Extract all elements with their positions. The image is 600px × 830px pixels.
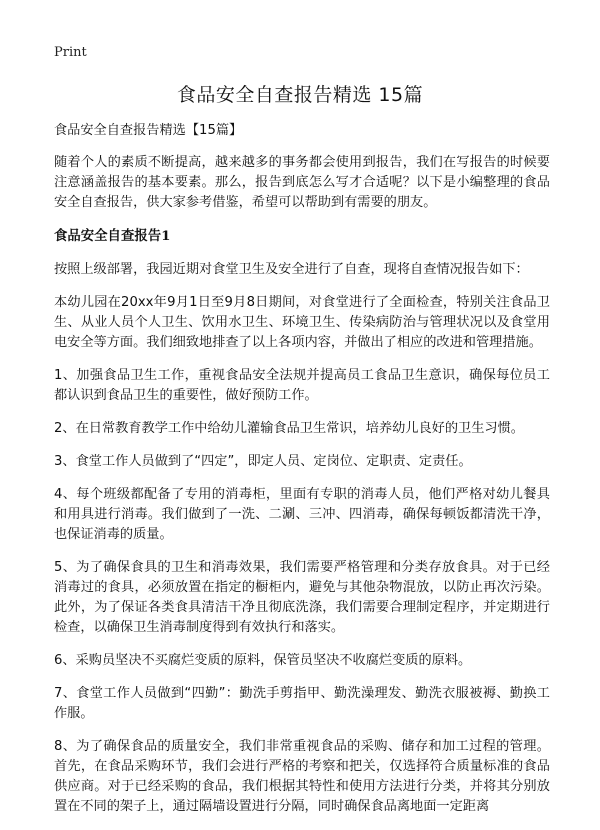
document-subtitle: 食品安全自查报告精选【15篇】 [54,123,243,138]
paragraph: 3、食堂工作人员做到了“四定”，即定人员、定岗位、定职责、定责任。 [54,454,472,469]
document-body [54,121,550,830]
paragraph: 按照上级部署，我园近期对食堂卫生及安全进行了自查，现将自查情况报告如下： [54,262,529,277]
paragraph: 7、食堂工作人员做到“四勤”：勤洗手剪指甲、勤洗澡理发、勤洗衣服被褥、勤换工作服。 [54,686,550,721]
paragraph: 本幼儿园在20xx年9月1日至9月8日期间，对食堂进行了全面检查，特别关注食品卫生、从业人员个人卫生、饮用水卫生、环境卫生、传染病防治与管理状况以及食堂用电安全等方面。我们细致地排查了以上各项内容，并做出了相应的改进和管理措施。 [54,295,550,350]
paragraph: 2、在日常教育教学工作中给幼儿灌输食品卫生常识，培养幼儿良好的卫生习惯。 [54,421,524,436]
paragraph: 1、加强食品卫生工作，重视食品安全法规并提高员工食品卫生意识，确保每位员工都认识到食品卫生的重要性，做好预防工作。 [54,368,550,403]
paragraph: 6、采购员坚决不买腐烂变质的原料，保管员坚决不收腐烂变质的原料。 [54,653,472,668]
paragraph: 5、为了确保食具的卫生和消毒效果，我们需要严格管理和分类存放食具。对于已经消毒过的食具，必须放置在指定的橱柜内，避免与其他杂物混放，以防止再次污染。此外，为了保证各类食具清洁干净且彻底洗涤，我们需要合理制定程序，并定期进行检查，以确保卫生消毒制度得到有效执行和落实。 [54,560,550,635]
section-heading: 食品安全自查报告1 [54,228,171,244]
paragraph: 4、每个班级都配备了专用的消毒柜，里面有专职的消毒人员，他们严格对幼儿餐具和用具进行消毒。我们做到了一洗、二涮、三冲、四消毒，确保每顿饭都清洗干净，也保证消毒的质量。 [54,487,550,542]
print-link[interactable]: Print [54,45,87,60]
intro-paragraph: 随着个人的素质不断提高，越来越多的事务都会使用到报告，我们在写报告的时候要注意涵盖报告的基本要素。那么，报告到底怎么写才合适呢？以下是小编整理的食品安全自查报告，供大家参考借鉴，希望可以帮助到有需要的朋友。 [54,155,550,210]
paragraph: 8、为了确保食品的质量安全，我们非常重视食品的采购、储存和加工过程的管理。首先，在食品采购环节，我们会进行严格的考察和把关，仅选择符合质量标准的食品供应商。对于已经采购的食品，我们根据其特性和使用方法进行分类，并将其分别放置在不同的架子上，通过隔墙设置进行分隔，同时确保食品离地面一定距离 [54,739,550,814]
document-title: 食品安全自查报告精选 15篇 [176,84,424,106]
